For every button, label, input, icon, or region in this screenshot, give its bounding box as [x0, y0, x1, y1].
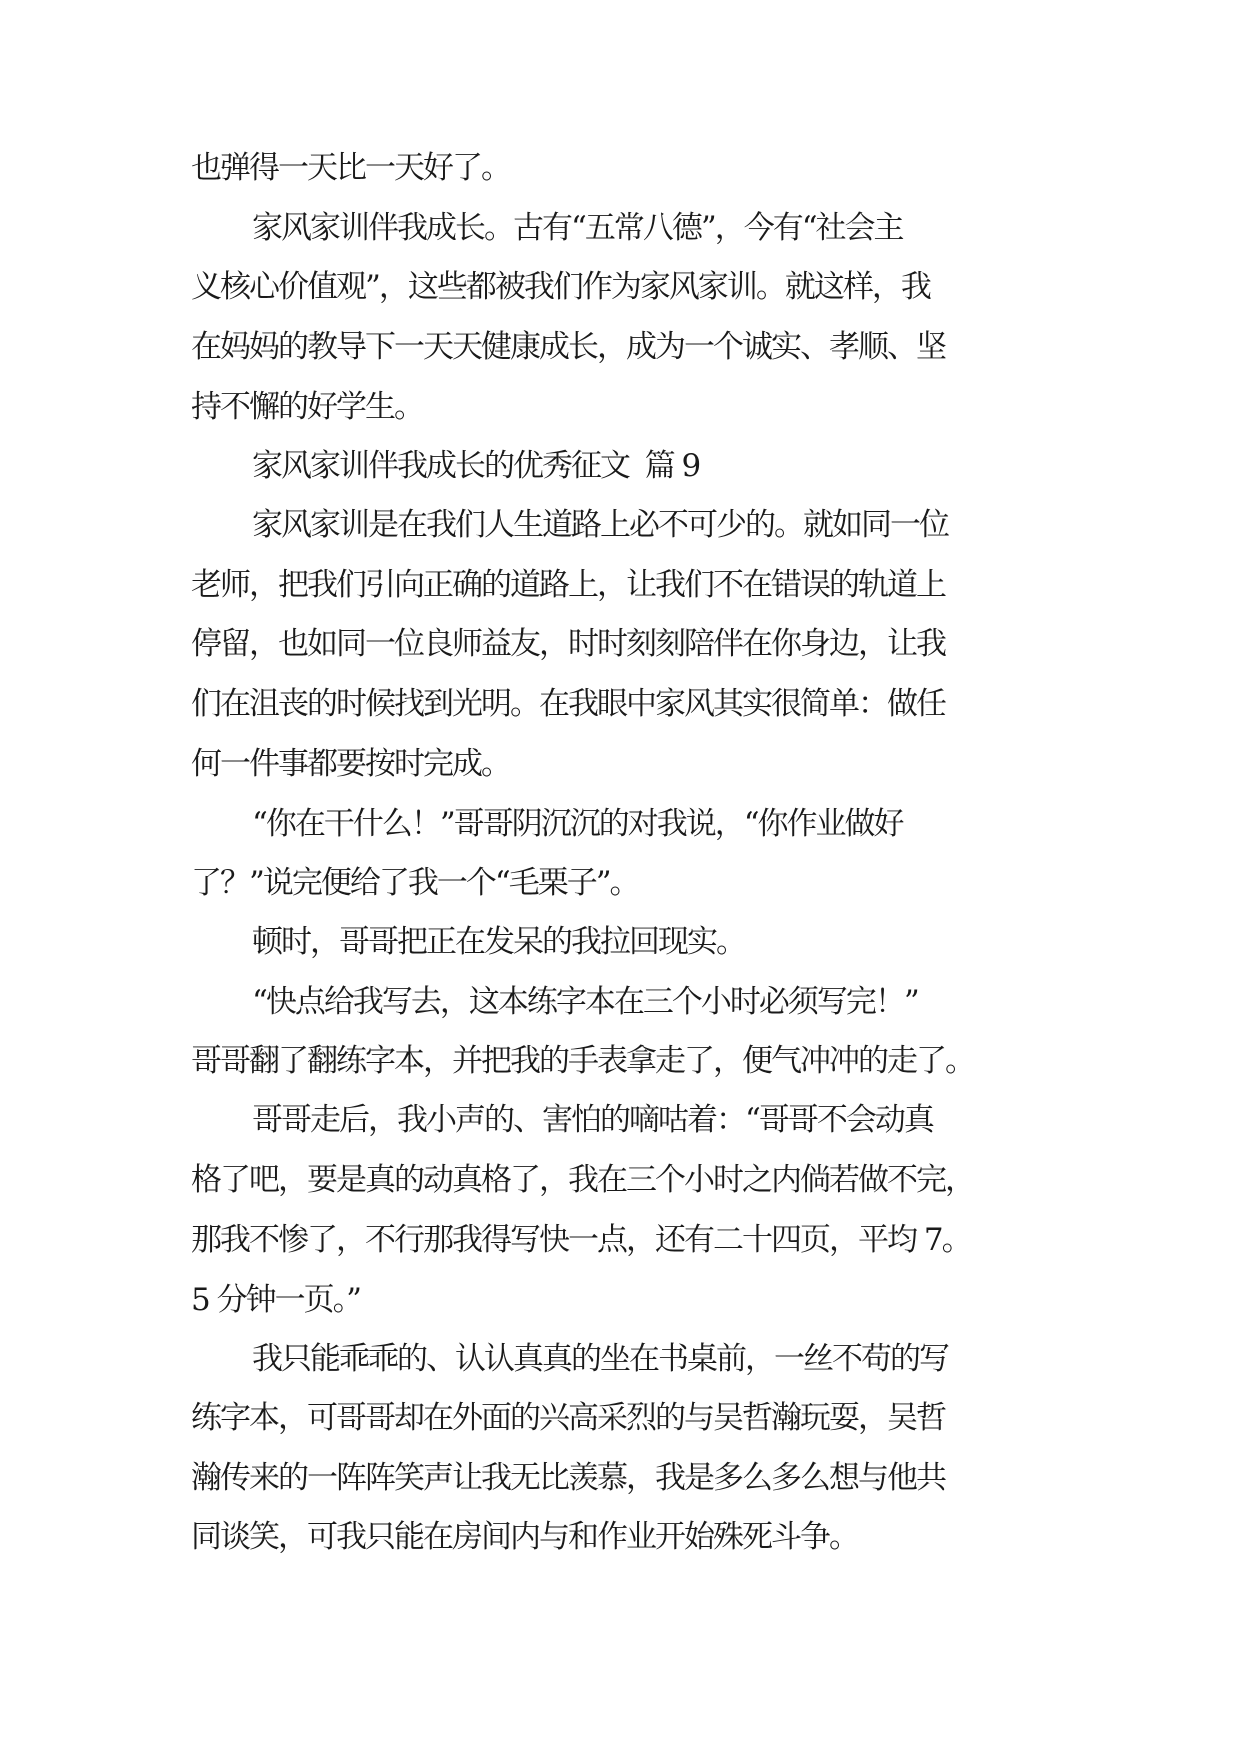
- text-line: 停留，也如同一位良师益友，时时刻刻陪伴在你身边，让我: [191, 626, 945, 662]
- text-line: 顿时，哥哥把正在发呆的我拉回现实。: [252, 924, 745, 960]
- text-line: 持不懈的好学生。: [191, 389, 423, 425]
- text-line: 那我不惨了，不行那我得写快一点，还有二十四页，平均 7。: [191, 1222, 971, 1258]
- section-heading: 家风家训伴我成长的优秀征文 篇 9: [252, 448, 700, 484]
- text-line: 5 分钟一页。”: [191, 1282, 360, 1318]
- text-line: 哥哥翻了翻练字本，并把我的手表拿走了，便气冲冲的走了。: [191, 1043, 974, 1079]
- text-line: 练字本，可哥哥却在外面的兴高采烈的与吴哲瀚玩耍，吴哲: [191, 1400, 945, 1436]
- text-line: 格了吧，要是真的动真格了，我在三个小时之内倘若做不完，: [191, 1162, 974, 1198]
- text-line: 同谈笑，可我只能在房间内与和作业开始殊死斗争。: [191, 1519, 858, 1555]
- text-line: 瀚传来的一阵阵笑声让我无比羡慕，我是多么多么想与他共: [191, 1460, 945, 1496]
- text-line: “快点给我写去，这本练字本在三个小时必须写完！”: [252, 984, 918, 1020]
- text-line: 家风家训伴我成长。古有“五常八德”，今有“社会主: [252, 210, 903, 246]
- text-line: 何一件事都要按时完成。: [191, 746, 510, 782]
- text-line: 我只能乖乖的、认认真真的坐在书桌前，一丝不苟的写: [252, 1341, 948, 1377]
- text-line: 老师，把我们引向正确的道路上，让我们不在错误的轨道上: [191, 567, 945, 603]
- text-line: 也弹得一天比一天好了。: [191, 150, 510, 186]
- text-line: 义核心价值观”，这些都被我们作为家风家训。就这样，我: [191, 269, 930, 305]
- text-line: “你在干什么！”哥哥阴沉沉的对我说，“你作业做好: [252, 806, 903, 842]
- text-line: 们在沮丧的时候找到光明。在我眼中家风其实很简单：做任: [191, 686, 945, 722]
- text-line: 了？”说完便给了我一个“毛栗子”。: [191, 865, 639, 901]
- text-line: 家风家训是在我们人生道路上必不可少的。就如同一位: [252, 507, 948, 543]
- text-line: 在妈妈的教导下一天天健康成长，成为一个诚实、孝顺、坚: [191, 329, 945, 365]
- text-line: 哥哥走后，我小声的、害怕的嘀咕着：“哥哥不会动真: [252, 1102, 933, 1138]
